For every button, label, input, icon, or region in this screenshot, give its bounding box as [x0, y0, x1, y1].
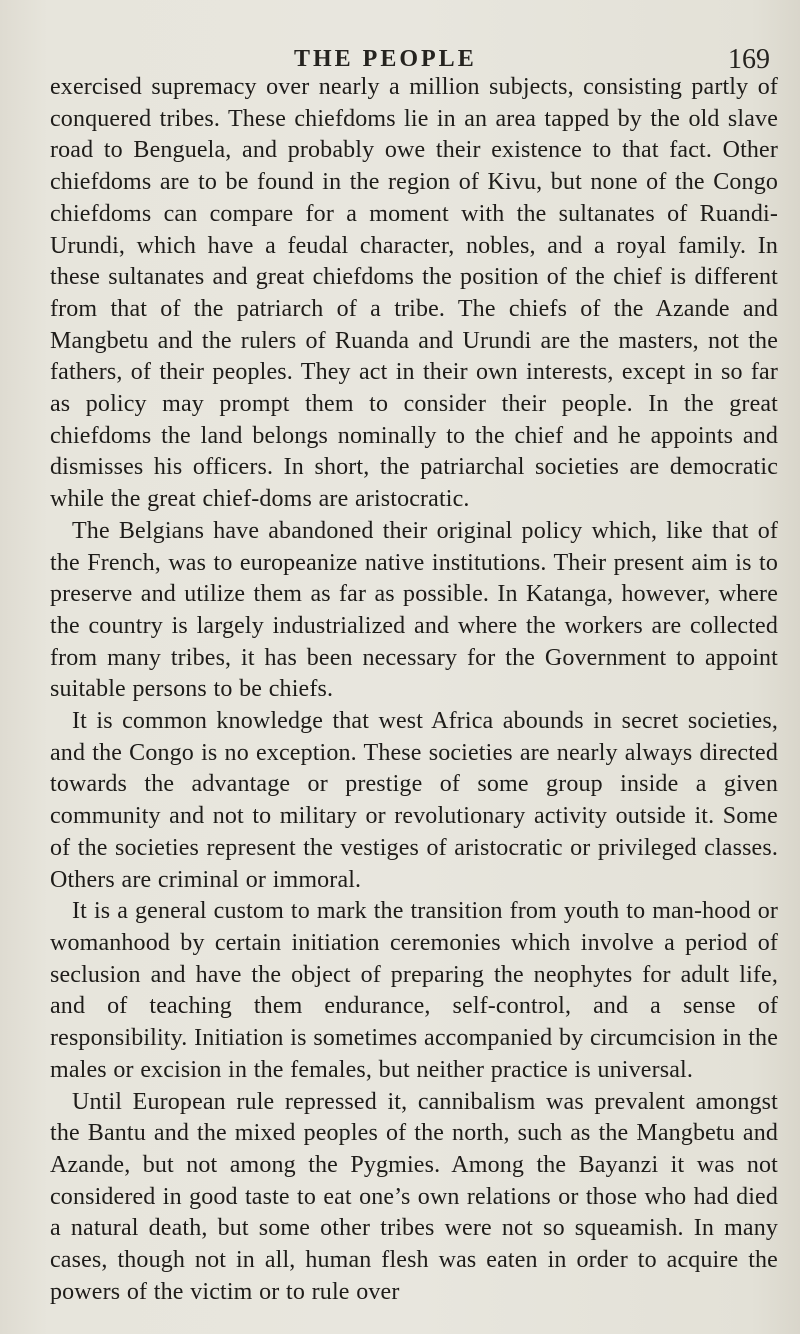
paragraph-3: It is common knowledge that west Africa abounds in secret societies, and the Congo is no exception. These societies are nearly always directed towards the advantage or prestige of some group inside a given community and not to military or revolutionary activity outside it. Some of the societies represent the vestiges of aristocratic or privileged classes. Others are criminal or immoral. [50, 708, 778, 893]
header-title: THE PEOPLE [294, 46, 477, 72]
paragraph-1: exercised supremacy over nearly a million subjects, consisting partly of conquered tribes. These chiefdoms lie in an area tapped by the old slave road to Benguela, and probably owe their existence to that fact. Other chiefdoms are to be found in the region of Kivu, but none of the Congo chiefdoms can compare for a moment with the sultanates of Ruandi-Urundi, which have a feudal character, nobles, and a royal family. In these sultanates and great chiefdoms the position of the chief is different from that of the patriarch of a tribe. The chiefs of the Azande and Mangbetu and the rulers of Ruanda and Urundi are the masters, not the fathers, of their peoples. They act in their own interests, except in so far as policy may prompt them to consider their people. In the great chiefdoms the land belongs nominally to the chief and he appoints and dismisses his officers. In short, the patriarchal societies are democratic while the great chief-doms are aristocratic. [50, 74, 778, 513]
paragraph-4: It is a general custom to mark the transition from youth to man-hood or womanhood by certain initiation ceremonies which involve a period of seclusion and have the object of preparing the neophytes for adult life, and of teaching them endurance, self-control, and a sense of responsibility. Initiation is sometimes accompanied by circumcision in the males or excision in the females, but neither practice is universal. [50, 898, 778, 1083]
paragraph-5: Until European rule repressed it, cannibalism was prevalent amongst the Bantu and the mixed peoples of the north, such as the Mangbetu and Azande, but not among the Pygmies. Among the Bayanzi it was not considered in good taste to eat one’s own relations or those who had died a natural death, but some other tribes were not so squeamish. In many cases, though not in all, human flesh was eaten in order to acquire the powers of the victim or to rule over [50, 1088, 778, 1305]
paragraph-2: The Belgians have abandoned their original policy which, like that of the French, was to europeanize native institutions. Their present aim is to preserve and utilize them as far as possible. In Katanga, however, where the country is largely industrialized and where the workers are collected from many tribes, it has been necessary for the Government to appoint suitable persons to be chiefs. [50, 517, 778, 703]
page-number: 169 [728, 44, 770, 75]
body-text [50, 72, 778, 1308]
